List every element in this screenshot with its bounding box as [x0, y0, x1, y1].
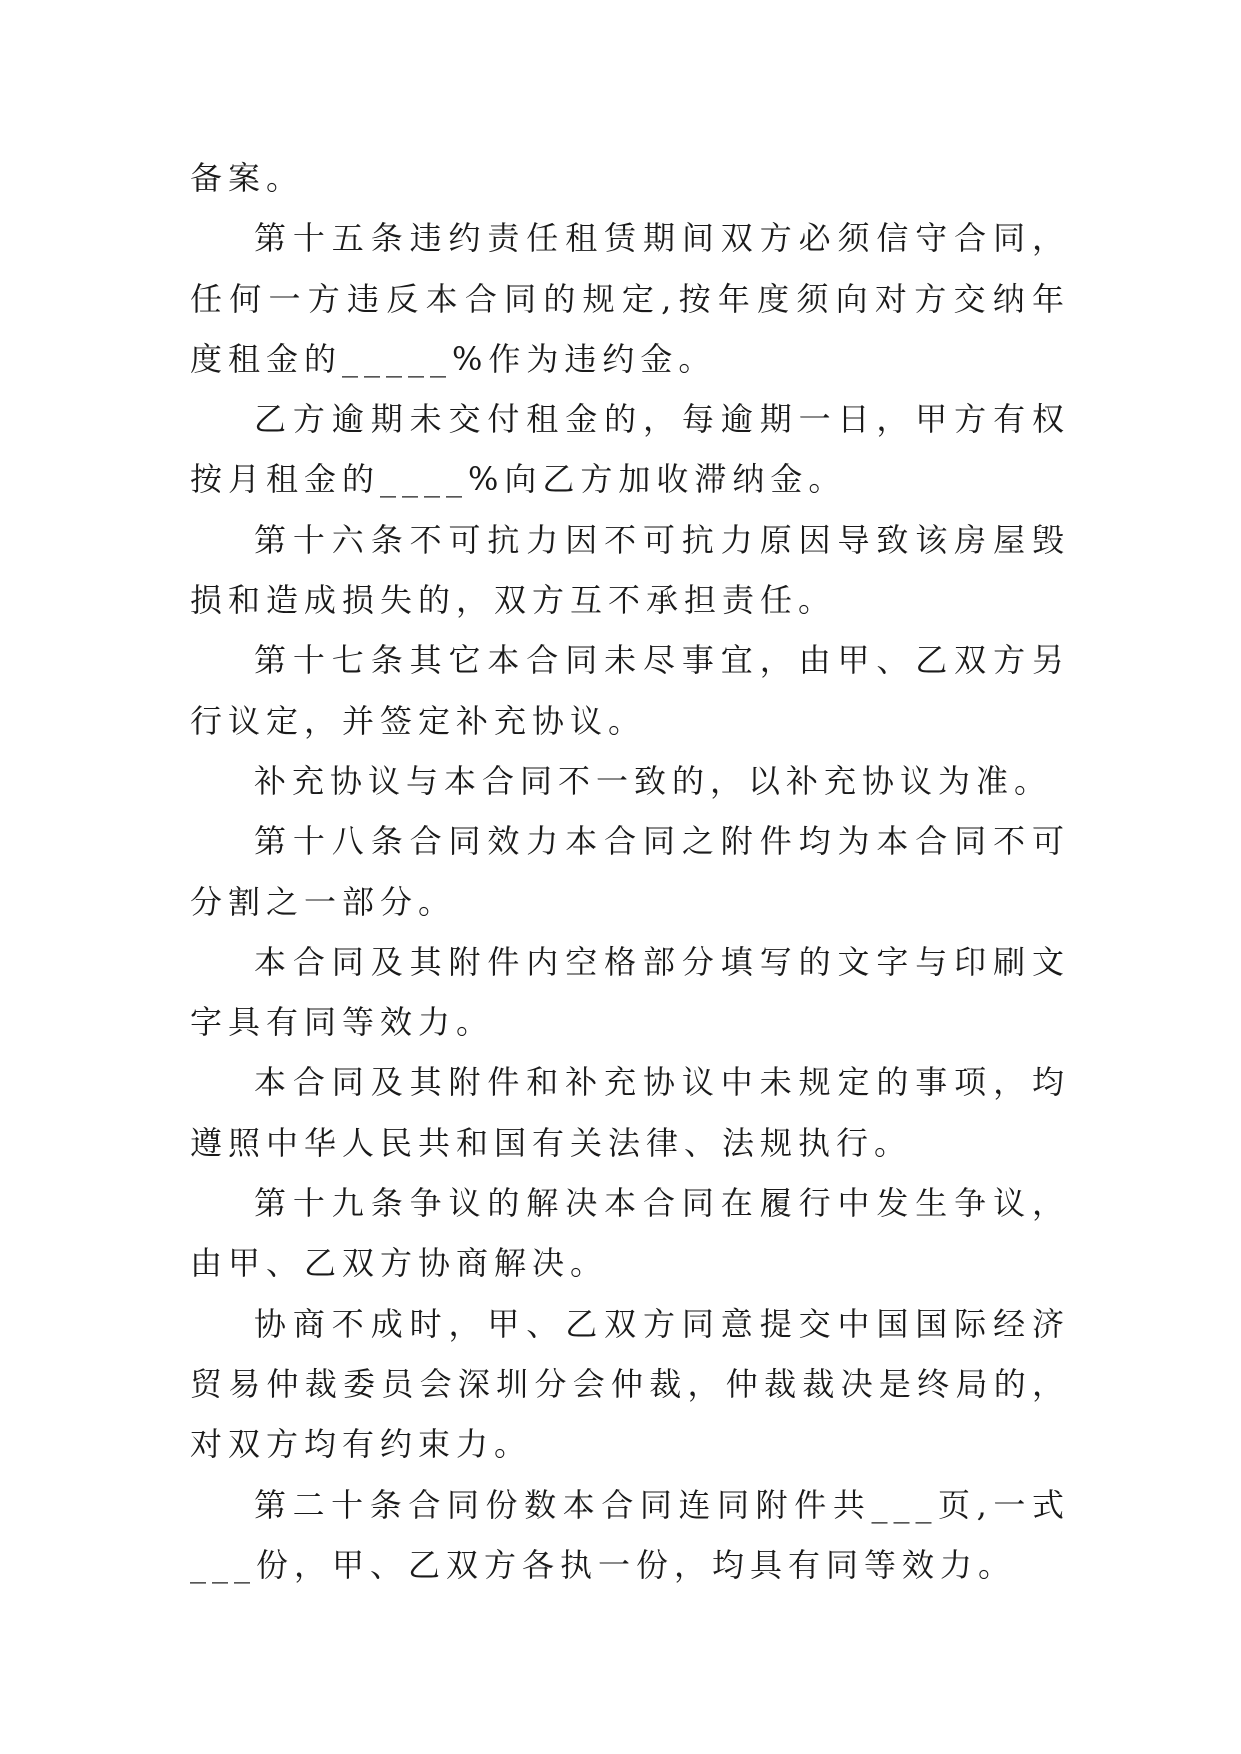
paragraph-article-16: 第十六条不可抗力因不可抗力原因导致该房屋毁损和造成损失的，双方互不承担责任。	[190, 520, 1070, 620]
paragraph-late-fee: 乙方逾期未交付租金的，每逾期一日，甲方有权按月租金的____%向乙方加收滞纳金。	[190, 400, 1070, 499]
paragraph-article-19: 第十九条争议的解决本合同在履行中发生争议，由甲、乙双方协商解决。	[190, 1184, 1070, 1283]
paragraph-supplement-precedence: 补充协议与本合同不一致的，以补充协议为准。	[254, 761, 1053, 800]
paragraph-applicable-law: 本合同及其附件和补充协议中未规定的事项，均遵照中华人民共和国有关法律、法规执行。	[190, 1063, 1070, 1162]
paragraph-arbitration: 协商不成时，甲、乙双方同意提交中国国际经济贸易仲裁委员会深圳分会仲裁，仲裁裁决是终局的，对双方均有约束力。	[190, 1304, 1070, 1464]
paragraph-blank-fields: 本合同及其附件内空格部分填写的文字与印刷文字具有同等效力。	[190, 942, 1070, 1042]
paragraph-article-17: 第十七条其它本合同未尽事宜，由甲、乙双方另行议定，并签定补充协议。	[190, 641, 1070, 740]
paragraph-article-18: 第十八条合同效力本合同之附件均为本合同不可分割之一部分。	[190, 822, 1070, 921]
document-body	[190, 148, 1070, 1595]
paragraph-article-20: 第二十条合同份数本合同连同附件共___页,一式___份，甲、乙双方各执一份，均具有同等效力。	[190, 1485, 1070, 1584]
paragraph-continuation: 备案。	[190, 159, 305, 197]
paragraph-article-15: 第十五条违约责任租赁期间双方必须信守合同，任何一方违反本合同的规定,按年度须向对方交纳年度租金的_____%作为违约金。	[190, 219, 1070, 378]
